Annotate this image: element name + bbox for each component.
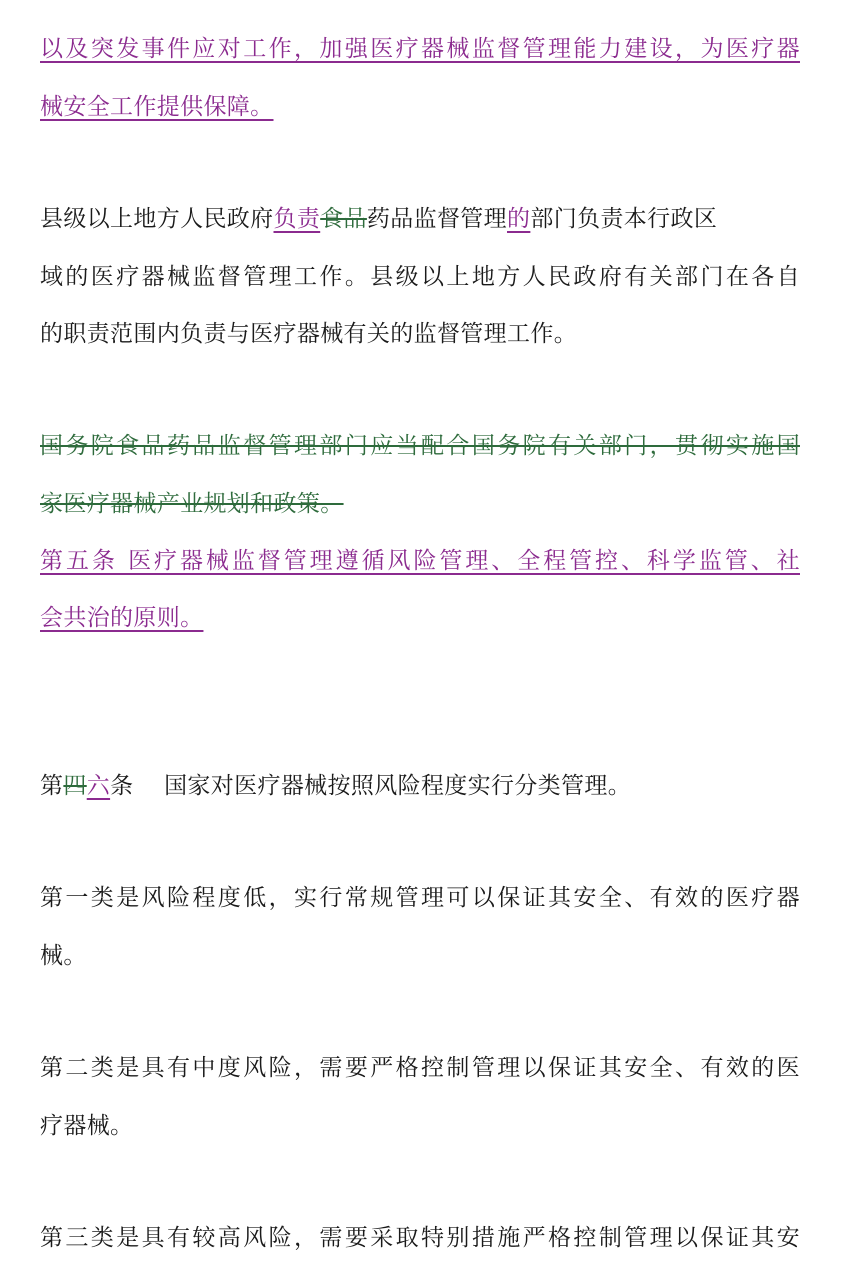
body-text: 第三类是具有较高风险，需要采取特别措施严格控制管理以保证其安 xyxy=(40,1225,800,1251)
inserted-text: 会共治的原则。 xyxy=(40,605,204,631)
inserted-text: 以及突发事件应对工作，加强医疗器械监督管理能力建设，为医疗器 xyxy=(40,36,800,62)
body-text: 部门负责本行政区 xyxy=(530,206,718,232)
body-text: 条 国家对医疗器械按照风险程度实行分类管理。 xyxy=(110,773,632,799)
deleted-text: 食品 xyxy=(320,206,367,232)
para6-line2 xyxy=(40,941,800,971)
inserted-text: 六 xyxy=(86,773,111,799)
para2-line1 xyxy=(40,204,800,234)
body-text: 域的医疗器械监督管理工作。县级以上地方人民政府有关部门在各自 xyxy=(40,264,800,290)
body-text: 疗器械。 xyxy=(40,1113,134,1139)
body-text: 械。 xyxy=(40,943,87,969)
para2-line2 xyxy=(40,262,800,292)
deleted-text: 家医疗器械产业规划和政策。 xyxy=(40,491,344,517)
para1-line2 xyxy=(40,92,800,122)
body-text: 第二类是具有中度风险，需要严格控制管理以保证其安全、有效的医 xyxy=(40,1055,800,1081)
inserted-text: 第五条 医疗器械监督管理遵循风险管理、全程管控、科学监管、社 xyxy=(40,548,800,574)
deleted-text: 国务院食品药品监督管理部门应当配合国务院有关部门，贯彻实施国 xyxy=(40,433,800,459)
para3-line1 xyxy=(40,431,800,461)
para7-line2 xyxy=(40,1111,800,1141)
body-text: 第 xyxy=(40,773,64,799)
para8-line1 xyxy=(40,1223,800,1253)
para6-line1 xyxy=(40,883,800,913)
para2-line3 xyxy=(40,319,800,349)
para4-line2 xyxy=(40,603,800,633)
body-text: 的职责范围内负责与医疗器械有关的监督管理工作。 xyxy=(40,321,578,347)
deleted-text: 四 xyxy=(63,773,87,799)
body-text: 药品监督管理 xyxy=(366,206,508,232)
para3-line2 xyxy=(40,489,800,519)
body-text: 县级以上地方人民政府 xyxy=(40,206,274,232)
inserted-text: 的 xyxy=(507,206,531,232)
inserted-text: 负责 xyxy=(273,206,321,232)
inserted-text: 械安全工作提供保障。 xyxy=(40,94,274,120)
body-text: 第一类是风险程度低，实行常规管理可以保证其安全、有效的医疗器 xyxy=(40,885,800,911)
para1-line1 xyxy=(40,34,800,64)
para7-line1 xyxy=(40,1053,800,1083)
article-heading-line xyxy=(40,771,800,801)
para4-line1 xyxy=(40,546,800,576)
